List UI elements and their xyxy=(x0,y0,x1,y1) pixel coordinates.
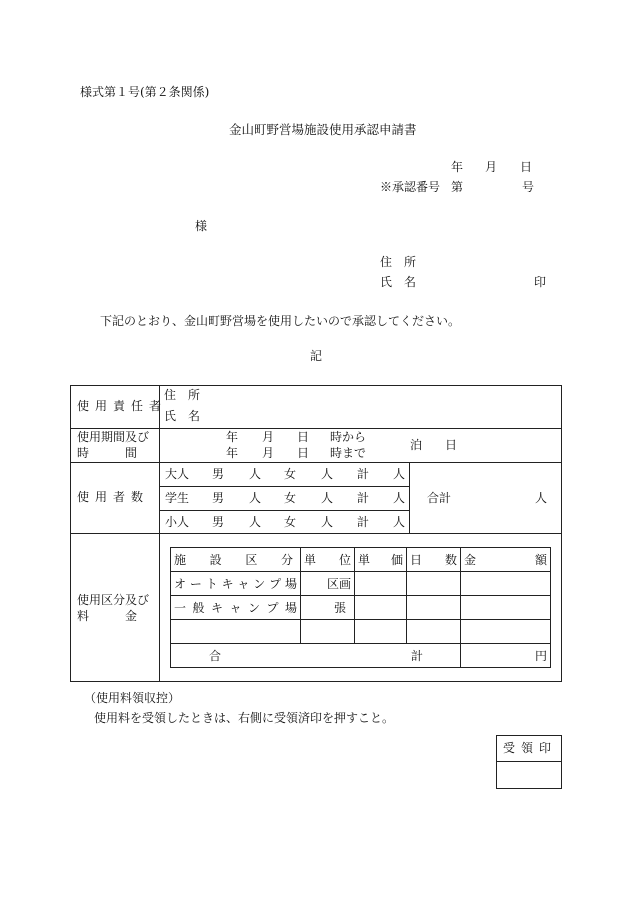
responsible-label: 使用責任者 xyxy=(77,399,168,413)
fee-header-unit: 単位 xyxy=(301,548,355,572)
users-male: 男 xyxy=(212,467,225,481)
fee-header-days: 日数 xyxy=(407,548,461,572)
period-from-day: 日 xyxy=(297,430,310,444)
users-female: 女 xyxy=(284,515,297,529)
fee-header-amount: 金額 xyxy=(461,548,551,572)
ki-heading: 記 xyxy=(310,349,323,363)
period-from-month: 月 xyxy=(262,430,275,444)
period-to-day: 日 xyxy=(297,446,310,460)
users-total-divider xyxy=(409,462,410,533)
responsible-name-label: 氏 名 xyxy=(164,409,201,423)
approval-label: ※承認番号 xyxy=(380,180,441,194)
period-from-year: 年 xyxy=(226,430,239,444)
fee-facility[interactable] xyxy=(171,620,301,644)
period-from-time: 時から xyxy=(330,430,367,444)
page-title: 金山町野営場施設使用承認申請書 xyxy=(229,122,417,137)
fee-unit[interactable] xyxy=(301,620,355,644)
row-divider xyxy=(70,533,562,534)
fee-days-cell[interactable] xyxy=(407,572,461,596)
users-grand-total-unit: 人 xyxy=(535,491,548,505)
receipt-note-title: （使用料領収控） xyxy=(84,691,181,705)
users-female: 女 xyxy=(284,491,297,505)
fee-total-left: 合 xyxy=(209,649,222,663)
users-male: 男 xyxy=(212,491,225,505)
users-label: 使用者数 xyxy=(77,490,150,504)
fee-header-row xyxy=(171,548,551,572)
approval-prefix: 第 xyxy=(451,180,464,194)
period-to-year: 年 xyxy=(226,446,239,460)
fee-header-price: 単価 xyxy=(355,548,407,572)
users-male: 男 xyxy=(212,515,225,529)
users-category: 学生 xyxy=(165,491,190,505)
period-label-line1: 使用期間及び xyxy=(77,430,150,444)
users-category: 小人 xyxy=(165,515,190,529)
seal-mark: 印 xyxy=(534,275,547,289)
fee-facility: オートキャンプ場 xyxy=(171,572,301,596)
fee-unit: 張 xyxy=(301,596,355,620)
users-category: 大人 xyxy=(165,467,190,481)
period-to-month: 月 xyxy=(262,446,275,460)
applicant-address-label: 住 所 xyxy=(380,255,417,269)
date-year: 年 xyxy=(451,160,464,174)
receipt-stamp-label: 受領印 xyxy=(503,741,558,755)
receipt-stamp-area[interactable] xyxy=(497,762,561,788)
fee-total-right: 計 xyxy=(411,649,424,663)
period-to-time: 時まで xyxy=(330,446,367,460)
users-row-divider xyxy=(159,510,409,511)
fee-amount-cell[interactable] xyxy=(461,572,551,596)
users-total: 計 xyxy=(357,467,370,481)
fee-total-row xyxy=(171,644,551,668)
users-unit: 人 xyxy=(249,515,262,529)
users-row-divider xyxy=(159,486,409,487)
fee-days-cell[interactable] xyxy=(407,620,461,644)
fee-header-facility: 施設区分 xyxy=(171,548,301,572)
date-day: 日 xyxy=(520,160,533,174)
fee-days-cell[interactable] xyxy=(407,596,461,620)
fee-unit: 区画 xyxy=(301,572,355,596)
period-days: 日 xyxy=(445,438,458,452)
addressee-suffix: 様 xyxy=(195,219,208,233)
users-total: 計 xyxy=(357,491,370,505)
users-grand-total-label: 合計 xyxy=(427,491,452,505)
fee-amount-cell[interactable] xyxy=(461,596,551,620)
fee-row xyxy=(171,620,551,644)
users-female: 女 xyxy=(284,467,297,481)
approval-suffix: 号 xyxy=(522,180,535,194)
fee-amount-cell[interactable] xyxy=(461,620,551,644)
date-month: 月 xyxy=(485,160,498,174)
fee-total-unit: 円 xyxy=(461,644,551,668)
users-unit: 人 xyxy=(321,491,334,505)
row-divider xyxy=(70,462,562,463)
fees-label-line2: 料 金 xyxy=(77,609,138,623)
users-unit: 人 xyxy=(249,467,262,481)
users-unit: 人 xyxy=(393,491,406,505)
fee-price-cell[interactable] xyxy=(355,620,407,644)
users-unit: 人 xyxy=(393,515,406,529)
intro-text: 下記のとおり、金山町野営場を使用したいので承認してください。 xyxy=(100,314,461,328)
fee-row xyxy=(171,572,551,596)
users-unit: 人 xyxy=(393,467,406,481)
users-total: 計 xyxy=(357,515,370,529)
applicant-name-label: 氏 名 xyxy=(380,275,417,289)
fee-row xyxy=(171,596,551,620)
responsible-address-label: 住 所 xyxy=(164,388,201,402)
fee-table xyxy=(170,547,551,668)
fee-price-cell[interactable] xyxy=(355,572,407,596)
row-divider xyxy=(70,428,562,429)
fees-label-line1: 使用区分及び xyxy=(77,593,150,607)
fee-total-label-cell xyxy=(171,644,461,668)
period-nights: 泊 xyxy=(410,438,423,452)
fee-price-cell[interactable] xyxy=(355,596,407,620)
users-unit: 人 xyxy=(321,515,334,529)
fee-facility: 一般キャンプ場 xyxy=(171,596,301,620)
users-unit: 人 xyxy=(321,467,334,481)
receipt-note-text: 使用料を受領したときは、右側に受領済印を押すこと。 xyxy=(94,711,395,725)
users-unit: 人 xyxy=(249,491,262,505)
form-number: 様式第１号(第２条関係) xyxy=(80,85,210,99)
period-label-line2: 時 間 xyxy=(77,446,138,460)
